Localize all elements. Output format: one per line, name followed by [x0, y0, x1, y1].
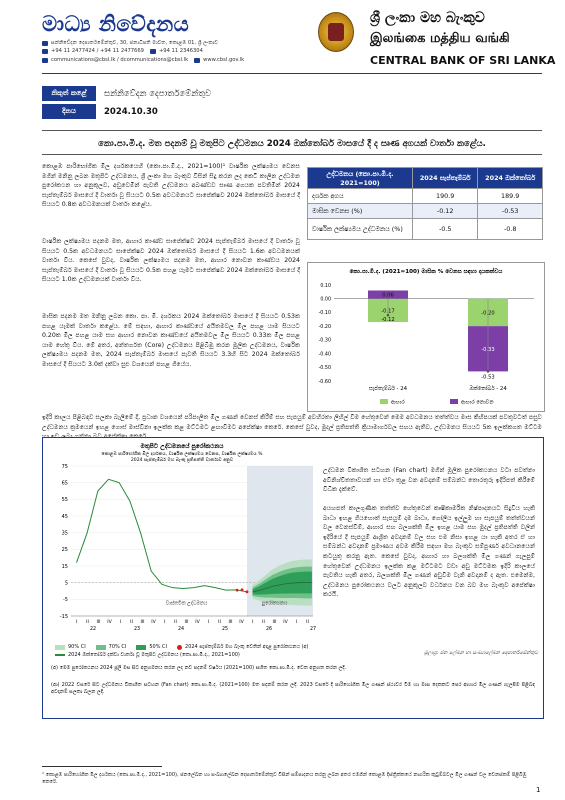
y-tick-label: -5	[63, 597, 68, 604]
note-b: (ආ) 2022 වසරේ සිට උද්ධමනය විකාශිත සටහන (Fan chart) කො.පා.මි.ද. (2021=100) මත පදනම් කරන ලදී. 2023 වසරේ දී පාරිභෝගික මිල ගණන් ස්ථාවර වීම හා මාස දෙකකට පෙර ආහාර මිල ගණන් ගැලපීම පිළිබඳ අවදානම් සලකා බලන ලදී.	[51, 682, 535, 695]
date-label: දිනය	[42, 104, 96, 119]
bar-label: -0.20	[481, 310, 495, 317]
table-header-col3: 2024 ඔක්තෝබර්	[478, 168, 543, 189]
region-label-forecast: පුරෝකථනය	[261, 601, 288, 607]
email-icon	[42, 58, 48, 63]
legend-ci90: 90% CI	[55, 644, 86, 650]
paragraph-1: කොළඹ පාරිභෝගික මිල දර්ශකයෙහි (කො.පා.මි.ද., 2021=100)¹ වාර්ෂික ලක්ෂ්‍යමය වෙනස මගින් මනිනු ලබන මතුපිට උද්ධමනය, ශ්‍රී ලංකා මහ බැංකුව විසින් සිදු කරන ලද කෙටි කාලීන උද්ධමන පුරෝකථන හා අනුකූලව, අඩුවෙමින් පැවති උද්ධමනය අඛණ්ඩව සෘණ අගයක පවතිමින් 2024 සැප්තැම්බර් මාසයේ දී වාර්තා වූ සියයට 0.5ක අවධමනයට සාපේක්ෂව 2024 ඔක්තෝබර් මාසයේ දී සියයට 0.8ක අවධමනයක් වාර්තා කළේය.	[42, 163, 300, 209]
x-tick-label: II	[218, 620, 221, 625]
fan-chart-para-2: අයහපත් කාලගුණික තත්ත්ව හේතුවෙන් කෘෂිකාර්මික නිෂ්පාදනයට සිදුවිය හැකි බාධා ඉහළ ගියහොත් සැපයුම් දාම බාධා, ගෝලීය ඉල්ලුම හා සැපයුම් තත්ත්වයන් වල වෙනස්වීම්, ආහාර සහ බලශක්ති මිල ඉහළ යාම සහ මුදල් ප්‍රතිපත්ති වලින් ඉදිරියේ දී සැපයුම් ආශ්‍රිත අවදානම් වල සහ එම නිසා ඉහළ යා හැකි අතර ඒ හා සම්බන්ධ අවදානම් ප්‍රමාණය අවම කිරීම සඳහා මහ බැංකුව සම්පූර්ණ අවධානයෙන් කටයුතු කරනු ඇත. කෙසේ වුවද, ආහාර හා බලශක්ති මිල ගණන් ගැලපුම් හේතුවෙන් උද්ධමනය ඉලක්ක කළ මට්ටමට වඩා අඩු මට්ටමක ඉදිරි කාලයේ පැවතිය හැකි අතර, බලශක්ති මිල ගණන් අඩුවීම වැනි අවදානම් ද ඇත. එමෙන්ම, උද්ධමනය පුරෝකථනය වලට අනුකූලව වර්ධනය වන බව මහ බැංකුව අපේක්ෂා කරයි.	[323, 505, 535, 599]
location-icon	[42, 41, 48, 46]
table-header-col2: 2024 සැප්තැම්බර්	[413, 168, 478, 189]
y-tick-label: 55	[61, 497, 68, 504]
x-year-label: 24	[177, 627, 185, 632]
legend-swatch	[450, 399, 458, 404]
table-cell-label: දර්ශක අගය	[308, 189, 413, 204]
legend-swatch	[380, 399, 388, 404]
x-tick-label: II	[86, 620, 89, 625]
y-tick-label: 65	[61, 480, 68, 487]
table-row	[308, 204, 543, 219]
website-text[interactable]: www.cbsl.gov.lk	[203, 57, 245, 63]
bank-name-tamil: இலங்கை மத்திய வங்கி	[370, 31, 510, 46]
y-tick-label: 5	[64, 580, 68, 587]
y-tick-label: 0.00	[320, 297, 331, 303]
x-tick-label: IV	[283, 620, 288, 625]
forecast-point	[236, 589, 239, 592]
x-tick-label: III	[140, 620, 145, 625]
region-label-actual: වාස්තවික උද්ධමනය	[165, 601, 208, 607]
x-tick-label: III	[272, 620, 277, 625]
x-tick-label: III	[228, 620, 233, 625]
legend-ci50: 50% CI	[136, 644, 167, 650]
forecast-box	[42, 437, 544, 719]
y-tick-label: 75	[61, 463, 68, 470]
fan-chart-title: මතුපිට උද්ධමනයේ පුරෝකථනය	[140, 443, 224, 450]
forecast-point	[241, 588, 244, 591]
bar-label: -0.17	[381, 308, 395, 315]
x-tick-label: I	[163, 620, 166, 625]
legend-actual: 2024 ඔක්තෝබර් දක්වා වාර්තා වූ මතුපිට උද්ධමනය (කො.පා.මි.ද., 2021=100)	[55, 652, 240, 658]
y-tick-label: -0.40	[318, 352, 331, 358]
x-year-label: 23	[133, 627, 141, 632]
paragraph-3: මාසික පදනම මත මනිනු ලබන කො. පා. මි. දර්ශකය 2024 ඔක්තෝබර් මාසයේ දී සියයට 0.53ක පහළ යෑමක් වාර්තා කළේය. මේ සඳහා, ආහාර කාණ්ඩයේ අයිතමවල මිල පහළ යාම සියයට 0.20ක මිල පහළ යාම සහ ආහාර නොවන කාණ්ඩයේ අයිතමවල මිල සියයට 0.33ක මිල පහළ යාම හේතු විය. මේ අතර, අන්තර්ගත (Core) උද්ධමනය පිළිබිඹු කරන මූලික උද්ධමනය, වාර්ෂික ලක්ෂ්‍යමය පදනම මත, 2024 සැප්තැම්බර් මාසයේ පැවති සියයට 3.3හි සිට 2024 ඔක්තෝබර් මාසයේ දී සියයට 3.0ක් දක්වා සුළු වශයෙන් පහළ ගියේය.	[42, 313, 300, 368]
x-year-label: 26	[265, 627, 273, 632]
x-year-label: 25	[221, 627, 229, 632]
x-category-label: සැප්තැම්බර් - 24	[368, 386, 408, 392]
paragraph-2: වාර්ෂික ලක්ෂ්‍යමය පදනම මත, ආහාර කාණ්ඩ සාපේක්ෂව 2024 සැප්තැම්බර් මාසයේ දී වාර්තා වූ සියයට 0.5ක අවධමනයට සාපේක්ෂව 2024 ඔක්තෝබර් මාසයේ දී සියයට 1.6ක අවධමනයක් වාර්තා විය. කෙසේ වුවද, වාර්ෂික ලක්ෂ්‍යමය පදනම මත, ආහාර නොවන කාණ්ඩය 2024 සැප්තැම්බර් මාසයේ දී වාර්තා වූ සියයට 0.5ක පහළ යෑමට සාපේක්ෂව 2024 ඔක්තෝබර් මාසයේ දී සියයට 1.0ක උද්ධමනයක් වාර්තා විය.	[42, 238, 300, 284]
table-cell-oct: -0.53	[478, 204, 543, 219]
y-tick-label: -0.30	[318, 338, 331, 344]
issued-by-value: සන්නිවේදන දෙපාර්තමේන්තුව	[104, 89, 212, 99]
x-tick-label: II	[262, 620, 265, 625]
footnote: ¹ කොළඹ පාරිභෝගික මිල දර්ශකය (කො.පා.මි.ද., 2021=100), ජනලේඛන හා සංඛ්‍යාලේඛන දෙපාර්තමේන්තුව විසින් සම්පාදනය කරනු ලබන අතර එමගින් කොළඹ දිස්ත්‍රික්කයේ නාගරික කුටුම්බවල මිල ගණන් වල වෙනස්කම් පිළිබිඹු කෙරේ.	[42, 772, 527, 785]
bank-name-english: CENTRAL BANK OF SRI LANKA	[370, 54, 556, 67]
table-cell-sep: -0.12	[413, 204, 478, 219]
table-cell-sep: 190.9	[413, 189, 478, 204]
total-marker	[387, 314, 390, 317]
chart-title: කො.පා.මි.ද. (2021=100) මාසික % වෙනස සඳහා දායකත්වය	[349, 269, 503, 275]
headline: කො.පා.මි.ද. මත පදනම් වූ මතුපිට උද්ධමනය 2024 ඔක්තෝබර් මාසයේ දී ද සෘණ අගයක් වාර්තා කළේය.	[98, 139, 486, 149]
y-tick-label: 0.10	[320, 283, 331, 289]
address-line	[42, 40, 218, 47]
email-line	[42, 57, 244, 63]
table-cell-oct: 189.9	[478, 189, 543, 204]
legend-ci70: 70% CI	[96, 644, 127, 650]
y-tick-label: 25	[61, 547, 68, 554]
phones-text: +94 11 2477424 / +94 11 2477669	[51, 48, 144, 54]
cpi-table	[307, 167, 543, 240]
fan-chart-subtitle-2: 2024 සැප්තැම්බර් මහ බැංකු ප්‍රතිපත්ති වාර්තාව අනුව	[130, 458, 234, 463]
x-tick-label: IV	[239, 620, 244, 625]
legend-label: ආහාර	[391, 399, 405, 406]
note-a: (අ) මෙම පුරෝකථනය 2024 ජූලි මස සිට අනුගමනය කරන ලද නව පදනම් වර්ෂය (2021=100) සහිත කො.පා.මි.ද. වෙත අනුගත කරන ලදී.	[51, 665, 347, 671]
table-cell-sep: -0.5	[413, 219, 478, 240]
footnote-rule	[42, 766, 162, 767]
fax-text: +94 11 2346304	[158, 48, 203, 54]
address-text: සන්නිවේදන දෙපාර්තමේන්තුව, 30, ජනාධිපති මාවත, කොළඹ 01, ශ්‍රී ලංකාව	[51, 40, 219, 46]
y-tick-label: -0.20	[318, 324, 331, 330]
x-tick-label: II	[130, 620, 133, 625]
outlook-paragraph: ඉදිරි කාලය පිළිබඳව සලකා බැලීමේ දී, ප්‍රධාන වශයෙන් පරිපාලිත මිල ගණන් වෙනස් කිරීම් සහ සැපයුම් අවහිරතා ලිහිල් වීම හේතුවෙන් මෙම අවධමනය තත්ත්වය මාස කිහිපයක් පවතුවටත් පසුව උද්ධමනය ක්‍රමයෙන් ඉහළ ගොස් මාස්විනා ඉලක්ක කළ මට්ටමට ළඟාවීමට අපේක්ෂා කෙරේ. කෙසේ වුවද, මුදල් ප්‍රතිපත්ති ක්‍රියාමාර්ගවල සහය ඇතිව, උද්ධමනය සියයට 5ක ඉලක්කගත මට්ටම	[42, 414, 542, 431]
fan-chart-svg	[47, 440, 317, 655]
fan-chart-para-1: උද්ධමන විකාශිත සටහන (Fan chart) මගින් මූලික පුරෝකථනය වටා පවත්නා අවිනිශ්චිතතාවයන් හා ඒවා තුළ වන අවදානම් සම්බන්ධ තොරතුරු ඉදිරිපත් කිරීමේ විධික දැක්වේ.	[323, 467, 535, 494]
x-year-label: 22	[89, 627, 97, 632]
x-tick-label: I	[251, 620, 254, 625]
x-tick-label: I	[75, 620, 78, 625]
y-tick-label: -0.50	[318, 366, 331, 372]
table-cell-label: මාසික වෙනස (%)	[308, 204, 413, 219]
y-tick-label: -0.60	[318, 379, 331, 385]
header-rule	[42, 73, 542, 74]
x-tick-label: IV	[107, 620, 112, 625]
x-tick-label: I	[207, 620, 210, 625]
date-value: 2024.10.30	[104, 107, 158, 117]
web-icon	[194, 58, 200, 63]
contribution-chart-svg	[308, 263, 544, 411]
table-cell-oct: -0.8	[478, 219, 543, 240]
legend-forecast: 2024 සැප්තැම්බර් මහ බැංකු වෙතින් අදාළ පුරෝකථනය (අ)	[177, 644, 308, 650]
y-tick-label: -0.10	[318, 311, 331, 317]
x-year-label: 27	[309, 627, 317, 632]
table-header-col1: උද්ධමනය (කො.පා.මි.ද. 2021=100)	[308, 168, 413, 189]
page-number: 1	[536, 786, 541, 794]
x-tick-label: II	[306, 620, 309, 625]
total-label: -0.12	[381, 317, 395, 324]
y-tick-label: 35	[61, 530, 68, 537]
y-tick-label: 15	[61, 563, 68, 570]
legend-label: ආහාර නොවන	[461, 399, 494, 406]
actual-inflation-line	[77, 479, 248, 591]
total-marker	[487, 370, 490, 373]
emails-text[interactable]: communications@cbsl.lk / dcommunications@cbsl.lk	[51, 57, 189, 63]
phone-line	[42, 48, 203, 54]
masthead-title: මාධ්‍ය නිවේදනය	[42, 12, 190, 36]
phone-icon	[42, 49, 48, 54]
x-tick-label: I	[295, 620, 298, 625]
fan-chart-subtitle: කොළඹ පාරිභෝගික මිල දර්ශකය, වාර්ෂික ලක්ෂ්‍යමය වෙනස, වාර්ෂික ලක්ෂ්‍යමය %	[101, 452, 263, 457]
bar-label: -0.33	[481, 346, 495, 353]
x-tick-label: II	[174, 620, 177, 625]
bank-name-sinhala: ශ්‍රී ලංකා මහ බැංකුව	[370, 10, 485, 26]
fan-chart-legend	[55, 644, 320, 658]
y-tick-label: 45	[61, 513, 68, 520]
x-tick-label: III	[184, 620, 189, 625]
table-cell-label: වාර්ෂික ලක්ෂ්‍යමය උද්ධමනය (%)	[308, 219, 413, 240]
contribution-chart	[307, 262, 545, 412]
table-row	[308, 189, 543, 204]
fax-icon	[150, 49, 156, 54]
x-tick-label: IV	[195, 620, 200, 625]
y-tick-label: -15	[59, 613, 68, 620]
total-label: -0.53	[481, 374, 495, 381]
issued-by-label: නිකුත් කළේ	[42, 86, 96, 101]
source-note: මූලාශ්‍ර: ජන ලේඛන හා සංඛ්‍යාලේඛන දෙපාර්තමේන්තුව	[423, 650, 538, 656]
x-tick-label: III	[96, 620, 101, 625]
x-category-label: ඔක්තෝබර් - 24	[469, 386, 507, 392]
table-row	[308, 219, 543, 240]
bar-label: 0.06	[382, 292, 394, 299]
headline-rule-bottom	[42, 154, 542, 155]
x-tick-label: I	[119, 620, 122, 625]
x-tick-label: IV	[151, 620, 156, 625]
cbsl-crest-logo	[318, 12, 354, 52]
headline-rule-top	[42, 130, 542, 131]
forecast-point	[246, 590, 249, 593]
